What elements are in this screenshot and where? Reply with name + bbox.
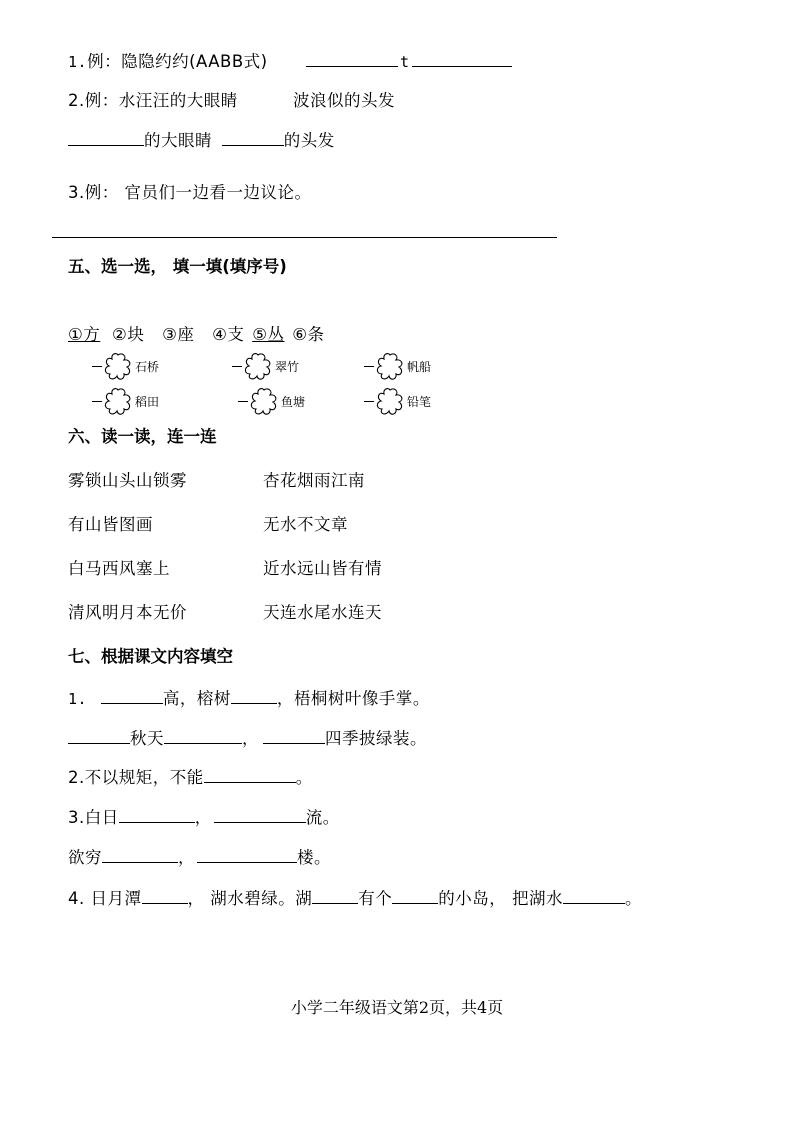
example-text: 隐隐约约(AABB式) xyxy=(121,52,268,71)
q7-2: 2.不以规矩，不能 。 xyxy=(68,768,313,787)
q4-3-example: 3.例： 官员们一边看一边议论。 xyxy=(68,183,312,202)
answer-blank[interactable] xyxy=(412,51,512,67)
q4-1-answer: t xyxy=(306,51,512,73)
answer-blank[interactable] xyxy=(197,847,297,863)
match-right-item[interactable]: 近水远山皆有情 xyxy=(263,559,382,578)
match-right-item[interactable]: 无水不文章 xyxy=(263,515,348,534)
dash xyxy=(364,401,374,402)
answer-line[interactable] xyxy=(52,237,557,238)
option: ③座 xyxy=(162,325,195,344)
answer-blank[interactable] xyxy=(164,728,242,744)
word-label: 铅笔 xyxy=(407,394,432,409)
flower-blank-icon[interactable] xyxy=(103,352,133,380)
answer-blank[interactable] xyxy=(204,767,296,783)
match-left-item[interactable]: 清风明月本无价 xyxy=(68,603,187,622)
answer-blank[interactable] xyxy=(68,728,130,744)
word-label: 石桥 xyxy=(135,359,160,374)
option: ⑥条 xyxy=(292,325,325,344)
q4-2-example-b: 波浪似的头发 xyxy=(293,91,395,110)
dash xyxy=(92,401,102,402)
q7-3b: 欲穷 ， 楼。 xyxy=(68,848,331,867)
word-label: 帆船 xyxy=(407,359,432,374)
dash xyxy=(232,366,242,367)
word-label: 翠竹 xyxy=(275,359,300,374)
q7-1a: 1. 高，榕树 ，梧桐树叶像手掌。 xyxy=(68,689,430,708)
answer-blank[interactable] xyxy=(563,888,625,904)
q7-3a: 3.白日 ， 流。 xyxy=(68,808,340,827)
q4-2-example: 2.例：水汪汪的大眼睛 xyxy=(68,91,238,110)
q4-2-answer: 的大眼睛 的头发 xyxy=(68,130,335,152)
dash xyxy=(238,401,248,402)
q7-4: 4. 日月潭 ， 湖水碧绿。湖 有个 的小岛， 把湖水 。 xyxy=(68,889,642,908)
option: ①方 xyxy=(68,325,101,344)
dash xyxy=(364,366,374,367)
answer-blank[interactable] xyxy=(312,888,358,904)
answer-blank[interactable] xyxy=(222,130,284,146)
options-row xyxy=(68,324,325,346)
option: ②块 xyxy=(112,325,145,344)
option: ④支 xyxy=(212,325,245,344)
answer-blank[interactable] xyxy=(231,688,277,704)
q4-1-line: 1.例：隐隐约约(AABB式) xyxy=(68,52,268,71)
measure-word-item xyxy=(92,387,159,415)
answer-blank[interactable] xyxy=(68,130,144,146)
match-left-item[interactable]: 有山皆图画 xyxy=(68,515,153,534)
flower-blank-icon[interactable] xyxy=(243,352,273,380)
answer-blank[interactable] xyxy=(119,807,195,823)
section-7-title: 七、根据课文内容填空 xyxy=(68,647,233,666)
measure-word-item xyxy=(232,352,299,380)
answer-blank[interactable] xyxy=(101,688,163,704)
flower-blank-icon[interactable] xyxy=(249,387,279,415)
section-5-title: 五、选一选， 填一填(填序号) xyxy=(68,257,287,276)
flower-blank-icon[interactable] xyxy=(375,352,405,380)
page-footer: 小学二年级语文第2页，共4页 xyxy=(290,998,504,1017)
measure-word-item xyxy=(364,352,431,380)
answer-blank[interactable] xyxy=(263,728,325,744)
match-right-item[interactable]: 杏花烟雨江南 xyxy=(263,471,365,490)
match-left-item[interactable]: 白马西风塞上 xyxy=(68,559,170,578)
match-left-item[interactable]: 雾锁山头山锁雾 xyxy=(68,471,187,490)
answer-blank[interactable] xyxy=(392,888,438,904)
answer-blank[interactable] xyxy=(102,847,178,863)
measure-word-item xyxy=(238,387,305,415)
word-label: 稻田 xyxy=(135,394,160,409)
word-label: 鱼塘 xyxy=(281,394,306,409)
section-6-title: 六、读一读，连一连 xyxy=(68,427,217,446)
flower-blank-icon[interactable] xyxy=(375,387,405,415)
answer-blank[interactable] xyxy=(142,888,188,904)
flower-blank-icon[interactable] xyxy=(103,387,133,415)
option: ⑤丛 xyxy=(252,325,285,344)
answer-blank[interactable] xyxy=(214,807,306,823)
q7-1b: 秋天 ， 四季披绿装。 xyxy=(68,728,427,750)
match-right-item[interactable]: 天连水尾水连天 xyxy=(263,603,382,622)
measure-word-item xyxy=(92,352,159,380)
answer-blank[interactable] xyxy=(306,51,398,67)
measure-word-item xyxy=(364,387,431,415)
dash xyxy=(92,366,102,367)
